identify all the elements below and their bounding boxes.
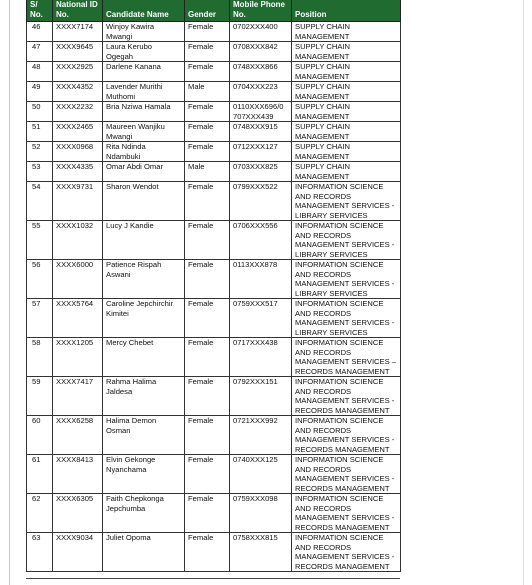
cell-gender: Female <box>185 62 230 82</box>
table-row <box>27 162 401 182</box>
cell-name: Elvin Gekonge Nyanchama <box>103 455 185 494</box>
cell-id: XXXX8413 <box>53 455 103 494</box>
table-row <box>27 533 401 572</box>
cell-position: SUPPLY CHAIN MANAGEMENT <box>292 142 401 162</box>
cell-name: Bria Nziwa Hamala <box>103 102 185 122</box>
table-row <box>27 416 401 455</box>
cell-position: SUPPLY CHAIN MANAGEMENT <box>292 162 401 182</box>
header-sn: S/ No. <box>27 0 53 22</box>
cell-sn: 52 <box>27 142 53 162</box>
table-row <box>27 22 401 42</box>
table-row <box>27 102 401 122</box>
cell-phone: 0748XXX866 <box>230 62 292 82</box>
cell-id: XXXX4335 <box>53 162 103 182</box>
cell-id: XXXX2925 <box>53 62 103 82</box>
cell-name: Halima Demon Osman <box>103 416 185 455</box>
cell-position: SUPPLY CHAIN MANAGEMENT <box>292 42 401 62</box>
cell-sn: 58 <box>27 338 53 377</box>
cell-phone: 0704XXX223 <box>230 82 292 102</box>
table-row <box>27 142 401 162</box>
cell-gender: Female <box>185 142 230 162</box>
cell-phone: 0799XXX522 <box>230 182 292 221</box>
cell-phone: 0703XXX825 <box>230 162 292 182</box>
cell-name: Maureen Wanjiku Mwangi <box>103 122 185 142</box>
cell-gender: Female <box>185 494 230 533</box>
candidates-table <box>26 0 401 572</box>
cell-sn: 46 <box>27 22 53 42</box>
cell-id: XXXX9731 <box>53 182 103 221</box>
cell-name: Rita Ndinda Ndambuki <box>103 142 185 162</box>
cell-gender: Female <box>185 377 230 416</box>
cell-phone: 0706XXX556 <box>230 221 292 260</box>
cell-position: INFORMATION SCIENCE AND RECORDS MANAGEMENT SERVICES - LIBRARY SERVICES <box>292 260 401 299</box>
header-national-id: National ID No. <box>53 0 103 22</box>
cell-gender: Female <box>185 42 230 62</box>
cell-name: Mercy Chebet <box>103 338 185 377</box>
cell-id: XXXX7174 <box>53 22 103 42</box>
cell-position: INFORMATION SCIENCE AND RECORDS MANAGEMENT SERVICES - RECORDS MANAGEMENT <box>292 455 401 494</box>
cell-position: SUPPLY CHAIN MANAGEMENT <box>292 62 401 82</box>
cell-gender: Female <box>185 338 230 377</box>
header-candidate-name: Candidate Name <box>103 0 185 22</box>
cell-phone: 0792XXX151 <box>230 377 292 416</box>
cell-id: XXXX6258 <box>53 416 103 455</box>
cell-position: INFORMATION SCIENCE AND RECORDS MANAGEMENT SERVICES - RECORDS MANAGEMENT <box>292 377 401 416</box>
cell-name: Caroline Jepchirchir Kimitei <box>103 299 185 338</box>
cell-id: XXXX0968 <box>53 142 103 162</box>
cell-gender: Female <box>185 455 230 494</box>
cell-position: INFORMATION SCIENCE AND RECORDS MANAGEMENT SERVICES - LIBRARY SERVICES <box>292 221 401 260</box>
cell-position: INFORMATION SCIENCE AND RECORDS MANAGEMENT SERVICES - RECORDS MANAGEMENT <box>292 494 401 533</box>
cell-phone: 0759XXX098 <box>230 494 292 533</box>
table-row <box>27 82 401 102</box>
cell-gender: Male <box>185 82 230 102</box>
cell-position: SUPPLY CHAIN MANAGEMENT <box>292 102 401 122</box>
cell-name: Sharon Wendot <box>103 182 185 221</box>
cell-sn: 60 <box>27 416 53 455</box>
table-row <box>27 299 401 338</box>
table-row <box>27 42 401 62</box>
cell-id: XXXX1032 <box>53 221 103 260</box>
cell-name: Omar Abdi Omar <box>103 162 185 182</box>
table-row <box>27 377 401 416</box>
cell-id: XXXX9034 <box>53 533 103 572</box>
cell-position: SUPPLY CHAIN MANAGEMENT <box>292 122 401 142</box>
cell-phone: 0740XXX125 <box>230 455 292 494</box>
table-row <box>27 182 401 221</box>
cell-sn: 56 <box>27 260 53 299</box>
cell-name: Darlene Kanana <box>103 62 185 82</box>
cell-sn: 49 <box>27 82 53 102</box>
cell-name: Rahma Halima Jaldesa <box>103 377 185 416</box>
cell-id: XXXX2232 <box>53 102 103 122</box>
cell-phone: 0758XXX815 <box>230 533 292 572</box>
cell-id: XXXX7417 <box>53 377 103 416</box>
page-bottom-rule <box>26 578 400 579</box>
cell-gender: Female <box>185 102 230 122</box>
cell-sn: 50 <box>27 102 53 122</box>
cell-position: INFORMATION SCIENCE AND RECORDS MANAGEMENT SERVICES - RECORDS MANAGEMENT <box>292 533 401 572</box>
cell-gender: Female <box>185 22 230 42</box>
cell-sn: 59 <box>27 377 53 416</box>
cell-sn: 53 <box>27 162 53 182</box>
cell-name: Lucy J Kandie <box>103 221 185 260</box>
table-row <box>27 122 401 142</box>
cell-name: Lavender Murithi Muthomi <box>103 82 185 102</box>
cell-position: SUPPLY CHAIN MANAGEMENT <box>292 82 401 102</box>
cell-gender: Female <box>185 182 230 221</box>
cell-position: INFORMATION SCIENCE AND RECORDS MANAGEMENT SERVICES – RECORDS MANAGEMENT <box>292 338 401 377</box>
cell-phone: 0759XXX517 <box>230 299 292 338</box>
cell-phone: 0721XXX992 <box>230 416 292 455</box>
cell-sn: 51 <box>27 122 53 142</box>
cell-phone: 0110XXX696/0 707XXX439 <box>230 102 292 122</box>
table-row <box>27 260 401 299</box>
cell-sn: 48 <box>27 62 53 82</box>
page-edge-right <box>523 0 524 585</box>
table-header-row <box>27 0 401 22</box>
table-body <box>27 22 401 572</box>
cell-id: XXXX6000 <box>53 260 103 299</box>
cell-phone: 0748XXX915 <box>230 122 292 142</box>
cell-sn: 47 <box>27 42 53 62</box>
cell-phone: 0702XXX400 <box>230 22 292 42</box>
cell-position: INFORMATION SCIENCE AND RECORDS MANAGEMENT SERVICES - LIBRARY SERVICES <box>292 182 401 221</box>
cell-id: XXXX6305 <box>53 494 103 533</box>
cell-id: XXXX1205 <box>53 338 103 377</box>
cell-sn: 54 <box>27 182 53 221</box>
table-row <box>27 455 401 494</box>
cell-position: INFORMATION SCIENCE AND RECORDS MANAGEMENT SERVICES - RECORDS MANAGEMENT <box>292 416 401 455</box>
cell-gender: Female <box>185 416 230 455</box>
page-edge-left <box>9 0 10 585</box>
cell-gender: Male <box>185 162 230 182</box>
cell-position: INFORMATION SCIENCE AND RECORDS MANAGEMENT SERVICES - LIBRARY SERVICES <box>292 299 401 338</box>
cell-gender: Female <box>185 299 230 338</box>
cell-name: Laura Kerubo Ogegah <box>103 42 185 62</box>
cell-sn: 61 <box>27 455 53 494</box>
cell-position: SUPPLY CHAIN MANAGEMENT <box>292 22 401 42</box>
cell-id: XXXX4352 <box>53 82 103 102</box>
cell-sn: 55 <box>27 221 53 260</box>
cell-sn: 57 <box>27 299 53 338</box>
cell-name: Winjoy Kawira Mwangi <box>103 22 185 42</box>
table-row <box>27 338 401 377</box>
cell-name: Patience Rispah Aswani <box>103 260 185 299</box>
cell-phone: 0708XXX842 <box>230 42 292 62</box>
cell-sn: 62 <box>27 494 53 533</box>
cell-gender: Female <box>185 221 230 260</box>
cell-gender: Female <box>185 533 230 572</box>
cell-gender: Female <box>185 122 230 142</box>
cell-id: XXXX2465 <box>53 122 103 142</box>
header-position: Position <box>292 0 401 22</box>
cell-id: XXXX5764 <box>53 299 103 338</box>
cell-id: XXXX9645 <box>53 42 103 62</box>
cell-gender: Female <box>185 260 230 299</box>
cell-phone: 0712XXX127 <box>230 142 292 162</box>
header-mobile-phone: Mobile Phone No. <box>230 0 292 22</box>
cell-name: Juliet Opoma <box>103 533 185 572</box>
cell-phone: 0113XXX878 <box>230 260 292 299</box>
cell-phone: 0717XXX438 <box>230 338 292 377</box>
table-row <box>27 494 401 533</box>
table-row <box>27 62 401 82</box>
cell-sn: 63 <box>27 533 53 572</box>
header-gender: Gender <box>185 0 230 22</box>
table-row <box>27 221 401 260</box>
cell-name: Faith Chepkonga Jepchumba <box>103 494 185 533</box>
